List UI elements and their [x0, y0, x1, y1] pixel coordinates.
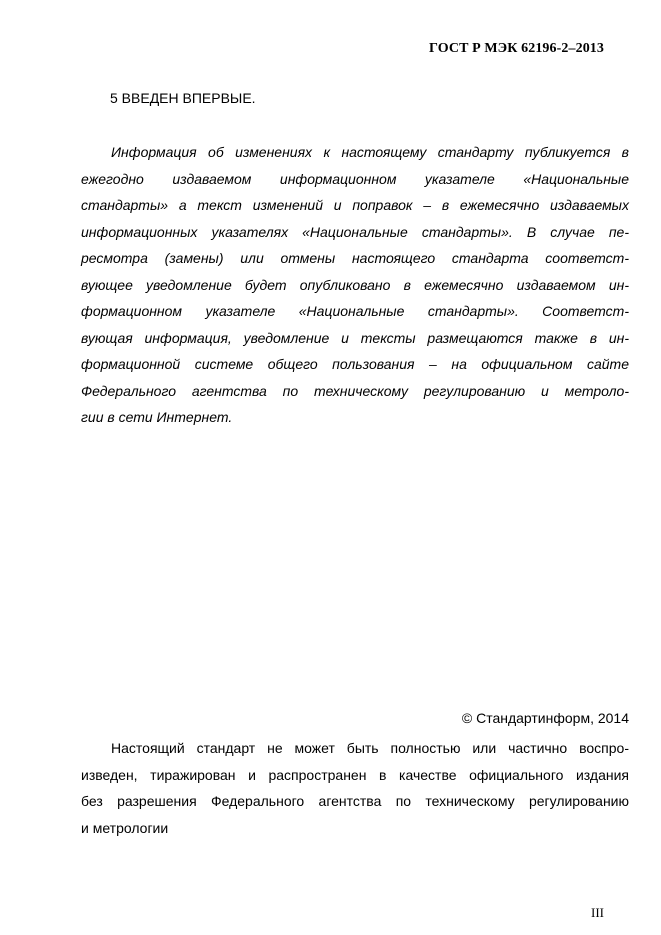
paragraph-line: Информация об изменениях к настоящему стандарту публикуется в — [111, 144, 629, 160]
paragraph-line: Федерального агентства по техническому регулированию и метроло- — [81, 382, 629, 399]
reproduction-notice-paragraph — [81, 735, 629, 841]
paragraph-line: изведен, тиражирован и распространен в качестве официального издания — [81, 766, 629, 783]
paragraph-line: вующая информация, уведомление и тексты размещаются также в ин- — [81, 329, 629, 346]
page-number: III — [591, 905, 604, 920]
paragraph-line: формационном указателе «Национальные стандарты». Соответст- — [81, 303, 629, 319]
section-introduced-note: 5 ВВЕДЕН ВПЕРВЫЕ. — [110, 90, 256, 106]
paragraph-line: формационной системе общего пользования – на официальном сайте — [81, 356, 629, 372]
paragraph-line: без разрешения Федерального агентства по техническому регулированию — [81, 793, 629, 809]
paragraph-line: стандарты» а текст изменений и поправок – в ежемесячно издаваемых — [81, 197, 629, 213]
paragraph-line: гии в сети Интернет. — [81, 409, 233, 425]
paragraph-line: и метрологии — [81, 819, 169, 836]
copyright-notice: © Стандартинформ, 2014 — [461, 710, 629, 726]
amendments-info-paragraph — [81, 139, 629, 431]
paragraph-line: вующее уведомление будет опубликовано в ежемесячно издаваемом ин- — [81, 276, 629, 293]
paragraph-line: Настоящий стандарт не может быть полностью или частично воспро- — [111, 740, 629, 756]
paragraph-line: ежегодно издаваемом информационном указателе «Национальные — [81, 170, 629, 187]
paragraph-line: информационных указателях «Национальные стандарты». В случае пе- — [81, 223, 629, 240]
document-code: ГОСТ Р МЭК 62196-2–2013 — [429, 41, 604, 56]
paragraph-line: ресмотра (замены) или отмены настоящего стандарта соответст- — [81, 250, 629, 266]
